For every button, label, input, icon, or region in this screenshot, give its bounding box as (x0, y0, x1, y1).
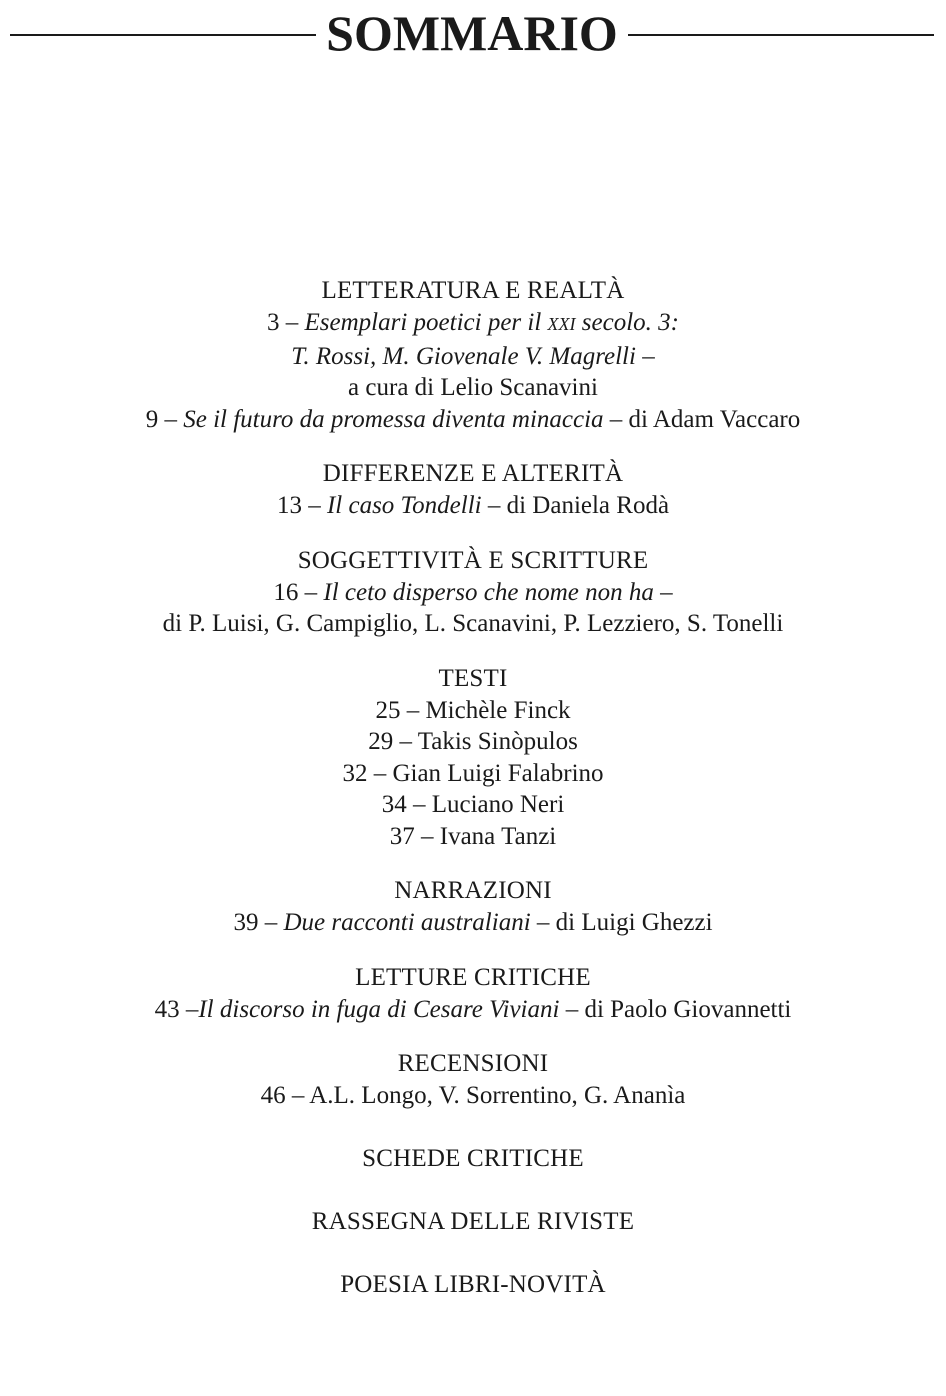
toc-entry (0, 490, 946, 522)
section-narrazioni (0, 874, 946, 939)
section-heading: SCHEDE CRITICHE (362, 1144, 584, 1172)
section-schede-critiche (0, 1142, 946, 1175)
section-heading: DIFFERENZE E ALTERITÀ (322, 460, 624, 487)
section-rassegna-delle-riviste (0, 1205, 946, 1238)
toc-entry (0, 1080, 946, 1112)
toc-entry (0, 789, 946, 821)
entry-prefix: 25 – Michèle Finck (375, 696, 571, 724)
entry-title: Due racconti australiani (283, 909, 531, 936)
entry-title-cont: secolo. 3: (575, 309, 679, 336)
section-heading: NARRAZIONI (394, 877, 552, 904)
entry-suffix: – di Adam Vaccaro (603, 405, 801, 433)
entry-smallcaps: XXI (547, 314, 576, 334)
entry-prefix: 13 – (276, 492, 327, 519)
section-heading: LETTERATURA E REALTÀ (321, 277, 625, 304)
toc-entry (0, 821, 946, 853)
toc-entry (0, 372, 946, 404)
entry-prefix: di P. Luisi, G. Campiglio, L. Scanavini, P. Lezziero, S. Tonelli (162, 610, 784, 637)
toc-entry (0, 758, 946, 790)
entry-prefix: 34 – Luciano Neri (381, 791, 565, 818)
section-soggettivita-e-scritture (0, 544, 946, 640)
section-heading: RECENSIONI (397, 1050, 549, 1077)
section-heading: TESTI (438, 664, 508, 692)
entry-prefix: 3 – (267, 309, 305, 336)
section-poesia-libri-novita (0, 1268, 946, 1301)
entry-title: Se il futuro da promessa diventa minaccia (183, 405, 604, 433)
section-letture-critiche (0, 961, 946, 1026)
entry-prefix: 43 – (154, 995, 199, 1023)
section-differenze-e-alterita (0, 457, 946, 522)
entry-prefix: 39 – (233, 909, 284, 936)
title-rule-left (10, 34, 316, 36)
section-heading: LETTURE CRITICHE (355, 963, 591, 991)
entry-suffix: – di Luigi Ghezzi (530, 909, 713, 936)
toc-entry (0, 907, 946, 939)
entry-suffix: – di Daniela Rodà (481, 492, 670, 519)
entry-title: Il ceto disperso che nome non ha (323, 578, 654, 606)
toc-entry (0, 994, 946, 1026)
table-of-contents (0, 274, 946, 1301)
toc-entry (0, 695, 946, 727)
section-heading: RASSEGNA DELLE RIVISTE (311, 1207, 635, 1235)
toc-entry (0, 341, 946, 373)
toc-entry (0, 577, 946, 609)
section-heading: POESIA LIBRI-NOVITÀ (340, 1270, 606, 1298)
toc-entry (0, 608, 946, 640)
entry-prefix: 29 – Takis Sinòpulos (368, 728, 578, 755)
toc-entry (0, 726, 946, 758)
section-recensioni (0, 1047, 946, 1112)
entry-title: Il caso Tondelli (326, 492, 482, 519)
entry-prefix: 37 – Ivana Tanzi (389, 822, 557, 850)
toc-entry (0, 404, 946, 436)
toc-entry (0, 307, 946, 341)
entry-suffix: – di Paolo Giovannetti (559, 995, 792, 1023)
section-heading: SOGGETTIVITÀ E SCRITTURE (297, 546, 649, 574)
entry-title: Il discorso in fuga di Cesare Viviani (198, 995, 560, 1023)
entry-prefix: 46 – A.L. Longo, V. Sorrentino, G. Ananìa (260, 1082, 686, 1109)
entry-prefix: 16 – (273, 578, 324, 606)
entry-title: Esemplari poetici per il (304, 309, 548, 336)
entry-suffix: – (653, 578, 673, 606)
section-testi (0, 662, 946, 853)
title-rule-right (628, 34, 934, 36)
masthead (0, 4, 946, 62)
page-title: SOMMARIO (326, 5, 618, 61)
entry-prefix: a cura di Lelio Scanavini (348, 374, 598, 401)
entry-title: T. Rossi, M. Giovenale V. Magrelli (291, 342, 636, 370)
entry-prefix: 32 – Gian Luigi Falabrino (342, 759, 604, 787)
entry-suffix: – (635, 342, 655, 370)
section-letteratura-e-realta (0, 274, 946, 435)
entry-prefix: 9 – (145, 405, 184, 433)
